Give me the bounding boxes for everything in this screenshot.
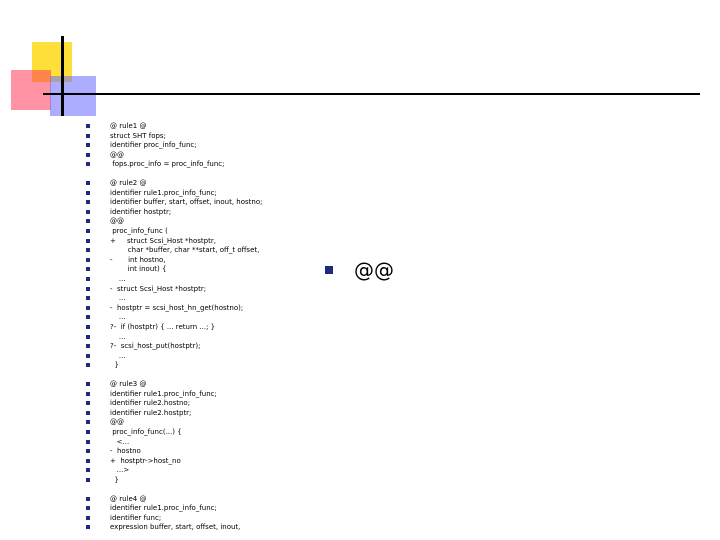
right-bullet-text: @@	[354, 258, 394, 282]
square-bullet-icon	[86, 363, 90, 367]
code-text: ...	[110, 313, 126, 322]
square-bullet-icon	[86, 506, 90, 510]
square-bullet-icon	[325, 266, 333, 274]
code-line	[86, 523, 386, 533]
square-bullet-icon	[86, 296, 90, 300]
code-text: - hostptr = scsi_host_hn_get(hostno);	[110, 303, 244, 312]
square-bullet-icon	[86, 191, 90, 195]
square-bullet-icon	[86, 497, 90, 501]
square-bullet-icon	[86, 258, 90, 262]
square-bullet-icon	[86, 392, 90, 396]
square-bullet-icon	[86, 200, 90, 204]
square-bullet-icon	[86, 449, 90, 453]
code-text: - hostno	[110, 447, 141, 456]
code-text: identifier rule1.proc_info_func;	[110, 389, 217, 398]
code-text: @ rule4 @	[110, 494, 147, 503]
code-text: struct SHT fops;	[110, 131, 166, 140]
square-bullet-icon	[86, 124, 90, 128]
code-text: identifier rule1.proc_info_func;	[110, 504, 217, 513]
square-bullet-icon	[86, 440, 90, 444]
code-text: }	[110, 476, 119, 484]
square-bullet-icon	[86, 525, 90, 529]
square-bullet-icon	[86, 335, 90, 339]
code-line	[86, 208, 386, 218]
code-text: ...	[110, 332, 126, 341]
square-bullet-icon	[86, 354, 90, 358]
square-bullet-icon	[86, 382, 90, 386]
code-text: identifier func;	[110, 513, 162, 522]
code-text: @@	[110, 418, 124, 427]
decor-horizontal-line	[43, 93, 700, 95]
code-text: identifier rule2.hostno;	[110, 399, 191, 408]
code-text: proc_info_func (	[110, 227, 168, 235]
code-line	[86, 466, 386, 476]
code-line	[86, 428, 386, 438]
square-bullet-icon	[86, 277, 90, 281]
code-line	[86, 409, 386, 419]
square-bullet-icon	[86, 411, 90, 415]
code-line	[86, 476, 386, 486]
square-bullet-icon	[86, 420, 90, 424]
code-line	[86, 323, 386, 333]
code-text: identifier rule2.hostptr;	[110, 408, 192, 417]
code-text: @ rule2 @	[110, 179, 147, 187]
code-text: identifier buffer, start, offset, inout, hostno;	[110, 198, 263, 207]
code-text: @@	[110, 150, 124, 159]
code-line	[86, 160, 386, 170]
square-bullet-icon	[86, 468, 90, 472]
code-text: ...	[110, 351, 126, 360]
code-text: identifier hostptr;	[110, 207, 172, 216]
code-text: <...	[110, 437, 130, 446]
code-line	[86, 361, 386, 371]
square-bullet-icon	[86, 239, 90, 243]
code-text: ...>	[110, 466, 130, 475]
square-bullet-icon	[86, 153, 90, 157]
square-bullet-icon	[86, 181, 90, 185]
square-bullet-icon	[86, 459, 90, 463]
code-line	[86, 141, 386, 151]
code-text: fops.proc_info = proc_info_func;	[110, 160, 225, 169]
square-bullet-icon	[86, 210, 90, 214]
square-bullet-icon	[86, 325, 90, 329]
code-text: ?- if (hostptr) { ... return ...; }	[110, 323, 216, 331]
code-text: int inout) {	[110, 265, 167, 274]
code-text: ...	[110, 275, 126, 283]
square-bullet-icon	[86, 162, 90, 166]
code-line	[86, 352, 386, 362]
square-bullet-icon	[86, 478, 90, 482]
square-bullet-icon	[86, 267, 90, 271]
square-bullet-icon	[86, 248, 90, 252]
square-bullet-icon	[86, 287, 90, 291]
square-bullet-icon	[86, 344, 90, 348]
square-bullet-icon	[86, 516, 90, 520]
square-bullet-icon	[86, 306, 90, 310]
code-text: ...	[110, 294, 126, 303]
code-text: + struct Scsi_Host *hostptr,	[110, 236, 216, 245]
code-text: }	[110, 361, 119, 370]
code-line	[86, 342, 386, 352]
code-text: identifier proc_info_func;	[110, 141, 197, 150]
square-bullet-icon	[86, 430, 90, 434]
square-bullet-icon	[86, 315, 90, 319]
code-text: char *buffer, char **start, off_t offset,	[110, 246, 260, 255]
code-text: proc_info_func(...) {	[110, 428, 182, 436]
square-bullet-icon	[86, 219, 90, 223]
code-line	[86, 265, 386, 275]
code-text: - int hostno,	[110, 255, 166, 264]
code-line	[86, 285, 386, 295]
decor-vertical-line	[61, 36, 64, 116]
code-text: identifier rule1.proc_info_func;	[110, 188, 217, 197]
code-text: - struct Scsi_Host *hostptr;	[110, 284, 207, 293]
decor-red-square	[11, 70, 51, 110]
square-bullet-icon	[86, 229, 90, 233]
code-line	[86, 457, 386, 467]
code-text: @ rule3 @	[110, 380, 147, 388]
code-text: ?- scsi_host_put(hostptr);	[110, 342, 201, 351]
square-bullet-icon	[86, 401, 90, 405]
code-line	[86, 304, 386, 314]
code-text: @ rule1 @	[110, 122, 147, 130]
code-text: expression buffer, start, offset, inout,	[110, 523, 241, 532]
code-text: @@	[110, 217, 124, 226]
decor-blue-square	[50, 76, 96, 116]
code-text: + hostptr->host_no	[110, 456, 181, 465]
square-bullet-icon	[86, 134, 90, 138]
square-bullet-icon	[86, 143, 90, 147]
